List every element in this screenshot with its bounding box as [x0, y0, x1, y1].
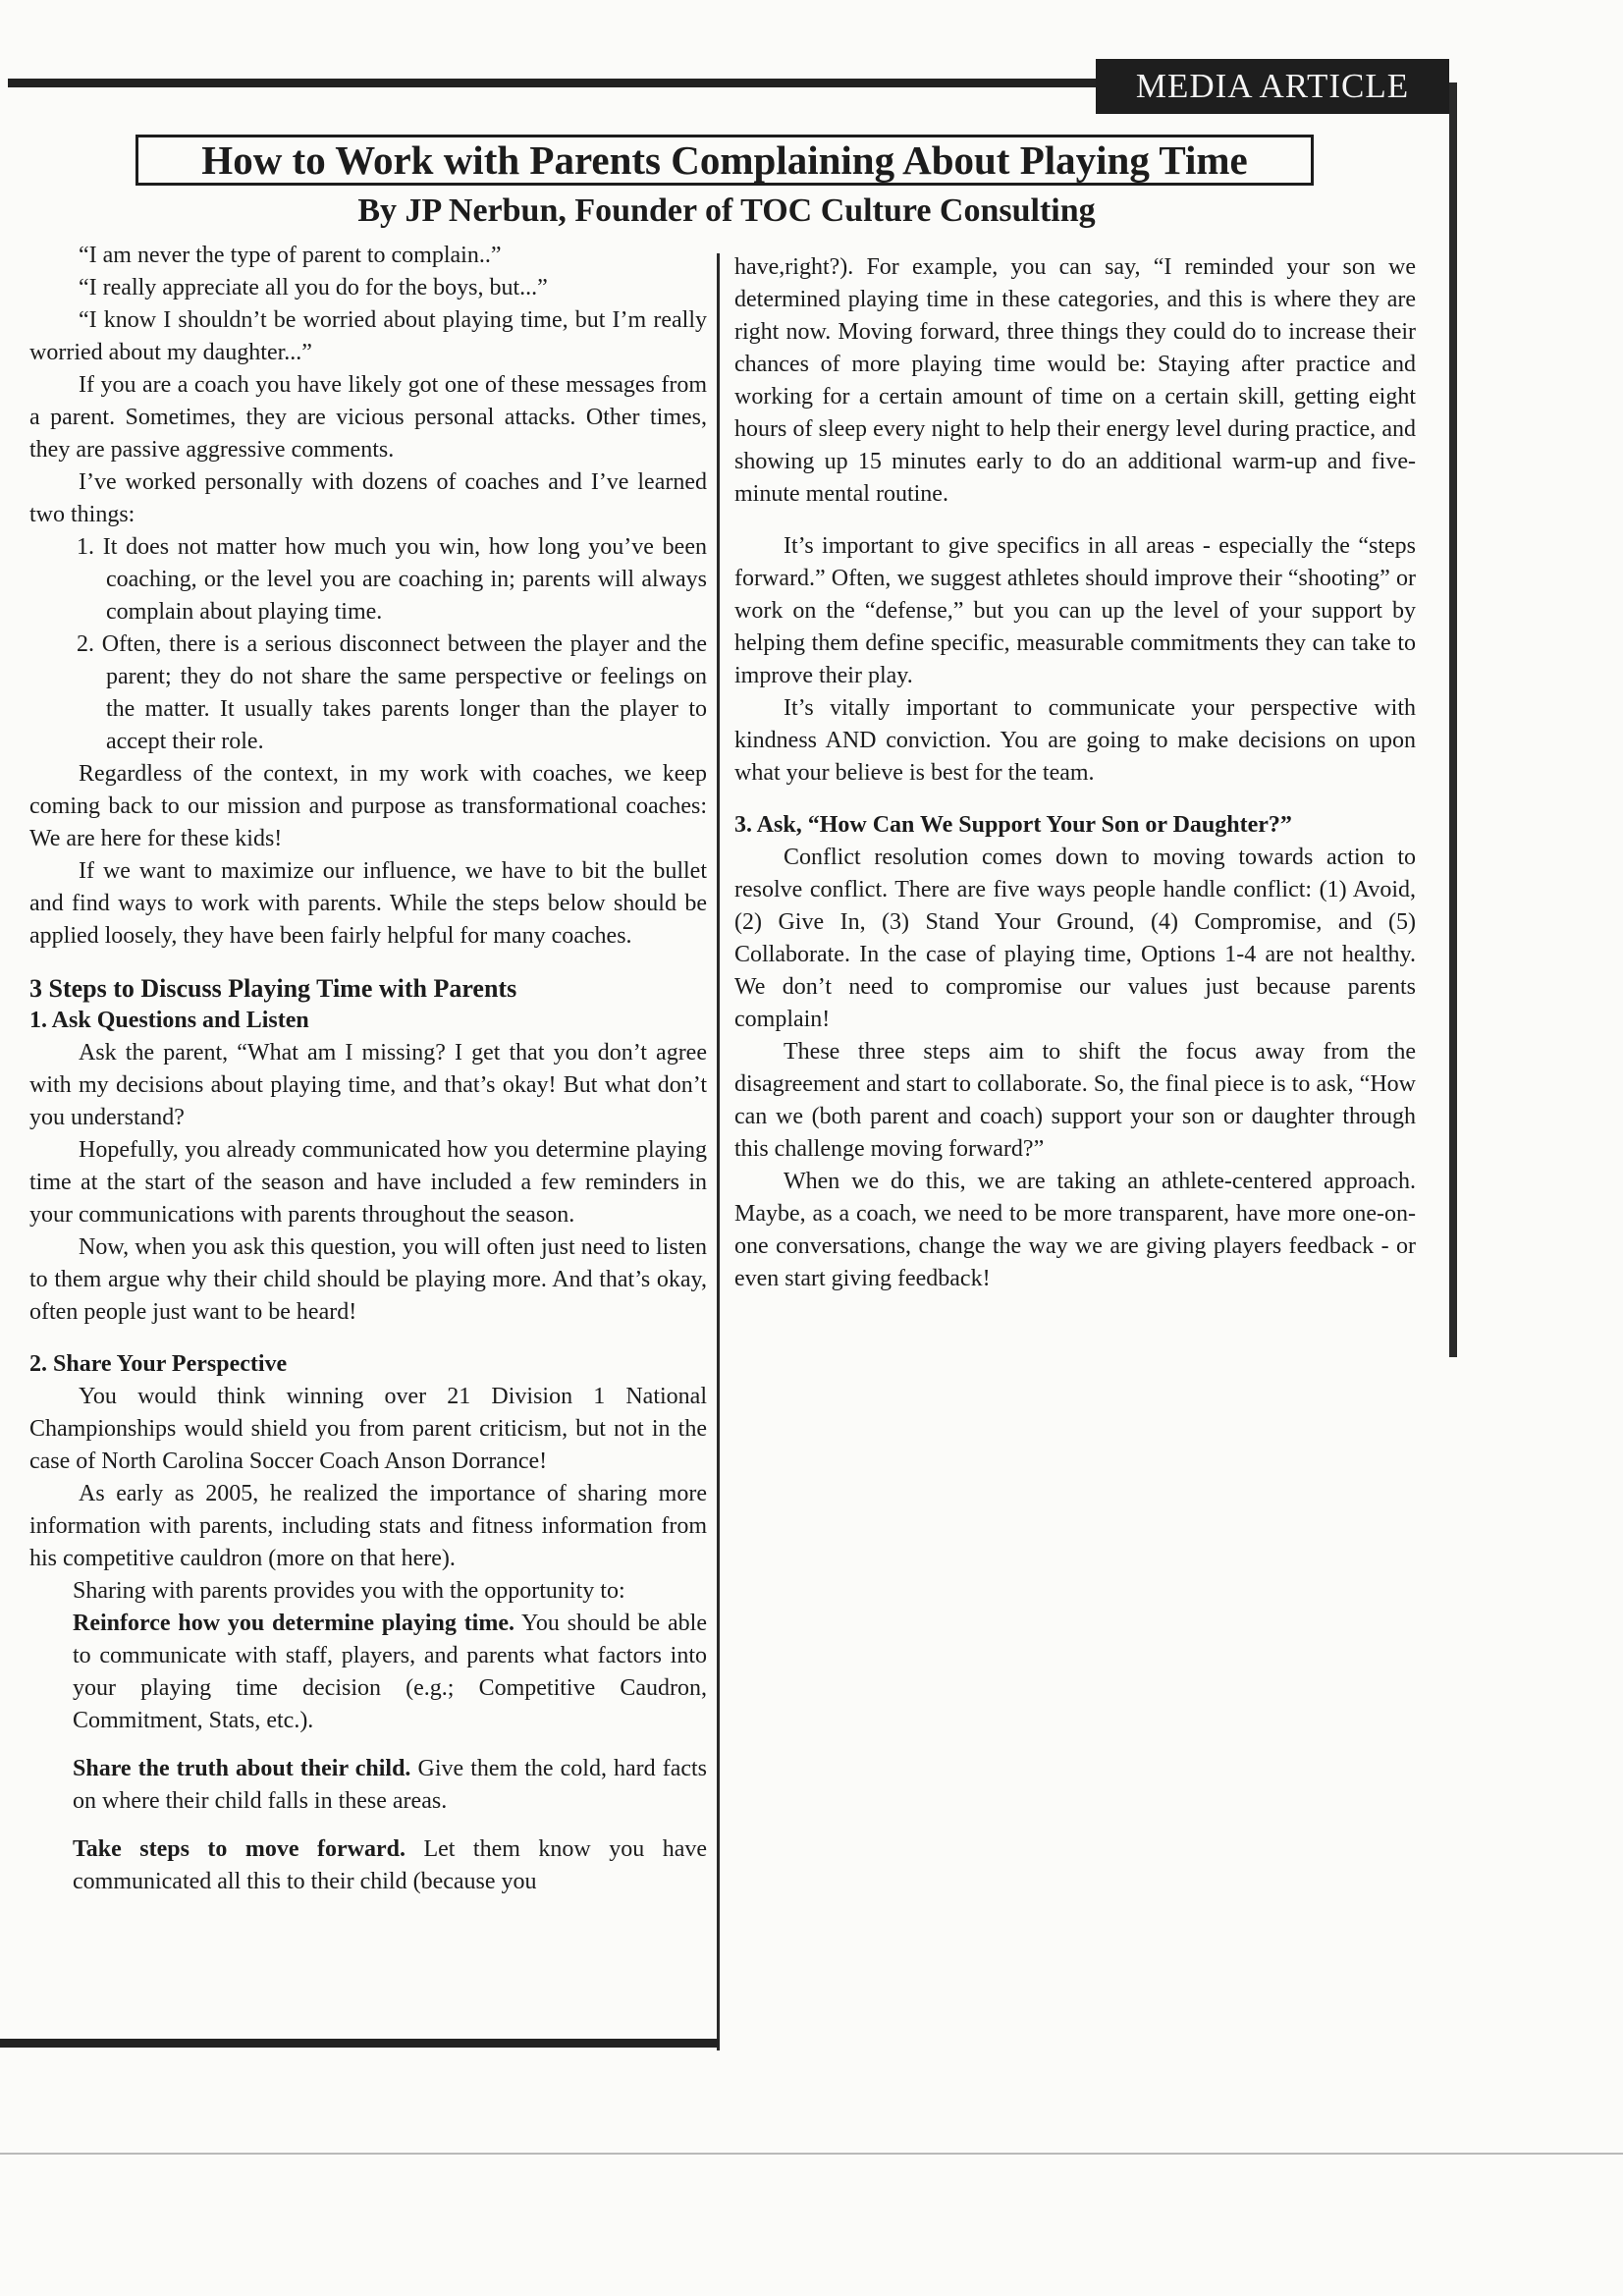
step-heading: 1. Ask Questions and Listen: [29, 1008, 309, 1033]
section-tag: MEDIA ARTICLE: [1096, 59, 1449, 114]
paragraph: It’s vitally important to communicate your perspective with kindness AND conviction. You are going to make decisions on upon what your believe is best for the team.: [734, 695, 1416, 786]
list-item: 1. It does not matter how much you win, how long you’ve been coaching, or the level you are coaching in; parents will always complain about playing time.: [77, 534, 707, 625]
list-item: 2. Often, there is a serious disconnect between the player and the parent; they do not share the same perspective or feelings on the matter. It usually takes parents longer than the player to accept their role.: [77, 631, 707, 754]
section-heading: 3 Steps to Discuss Playing Time with Parents: [29, 974, 517, 1003]
paragraph: “I really appreciate all you do for the boys, but...”: [79, 275, 548, 301]
article-title: How to Work with Parents Complaining About Playing Time: [201, 137, 1248, 183]
bullet-text: You should be able to communicate with staff, players, and parents what factors into your playing time decision (e.g.; Competitive Caudron, Commitment, Stats, etc.).: [73, 1611, 707, 1733]
paragraph: Conflict resolution comes down to moving towards action to resolve conflict. There are five ways people handle conflict: (1) Avoid, (2) Give In, (3) Stand Your Ground, (4) Compromise, and (5) Collaborate. In the case of playing time, Options 1-4 are not healthy. We don’t need to compromise our values just because parents complain!: [734, 845, 1416, 1032]
byline: By JP Nerbun, Founder of TOC Culture Consulting: [357, 192, 1096, 229]
paragraph: “I know I shouldn’t be worried about playing time, but I’m really worried about my daughter...”: [29, 307, 707, 365]
footer-line: [0, 2153, 1623, 2155]
bullet-text: Let them know you have communicated all this to their child (because you: [73, 1836, 707, 1894]
bullet-lead: Share the truth about their child.: [73, 1756, 411, 1781]
top-rule: [8, 79, 1096, 87]
paragraph: When we do this, we are taking an athlete-centered approach. Maybe, as a coach, we need to be more transparent, have more one-on-one conversations, change the way we are giving players feedback - or even start giving feedback!: [734, 1169, 1416, 1291]
bullet-lead: Reinforce how you determine playing time.: [73, 1611, 514, 1636]
bullet-lead: Take steps to move forward.: [73, 1836, 406, 1862]
paragraph: If you are a coach you have likely got one of these messages from a parent. Sometimes, they are vicious personal attacks. Other times, they are passive aggressive comments.: [29, 372, 707, 463]
bullet-text: Give them the cold, hard facts on where their child falls in these areas.: [73, 1756, 708, 1814]
paragraph: As early as 2005, he realized the importance of sharing more information with parents, including stats and fitness information from his competitive cauldron (more on that here).: [29, 1481, 707, 1571]
paragraph: I’ve worked personally with dozens of coaches and I’ve learned two things:: [29, 469, 707, 527]
title-box: [135, 135, 1314, 186]
step-heading: 2. Share Your Perspective: [29, 1351, 288, 1377]
bullet-block: [29, 1608, 707, 1737]
paragraph: “I am never the type of parent to complain..”: [79, 243, 502, 268]
paragraph: Hopefully, you already communicated how you determine playing time at the start of the season and have included a few reminders in your communications with parents throughout the season.: [29, 1137, 707, 1228]
bullet-block: [29, 1833, 707, 1898]
paragraph: Regardless of the context, in my work with coaches, we keep coming back to our mission and purpose as transformational coaches: We are here for these kids!: [29, 761, 707, 851]
left-column: [29, 240, 707, 1898]
right-rule: [1449, 82, 1457, 1357]
paragraph: have,right?). For example, you can say, “I reminded your son we determined playing time in these categories, and this is where they are right now. Moving forward, three things they could do to increase their chances of more playing time would be: Staying after practice and working for a certain amount of time on a certain skill, getting eight hours of sleep every night to help their energy level during practice, and showing up 15 minutes early to do an additional warm-up and five-minute mental routine.: [734, 254, 1416, 507]
paragraph: Now, when you ask this question, you will often just need to listen to them argue why their child should be playing more. And that’s okay, often people just want to be heard!: [29, 1234, 707, 1325]
right-column: [734, 251, 1416, 1295]
paragraph: If we want to maximize our influence, we have to bit the bullet and find ways to work with parents. While the steps below should be applied loosely, they have been fairly helpful for many coaches.: [29, 858, 707, 949]
bullet-block: [29, 1753, 707, 1818]
bottom-rule: [0, 2039, 719, 2048]
column-divider: [717, 253, 720, 2050]
paragraph: You would think winning over 21 Division 1 National Championships would shield you from parent criticism, but not in the case of North Carolina Soccer Coach Anson Dorrance!: [29, 1384, 707, 1474]
paragraph: Ask the parent, “What am I missing? I get that you don’t agree with my decisions about playing time, and that’s okay! But what don’t you understand?: [29, 1040, 707, 1130]
step-heading: 3. Ask, “How Can We Support Your Son or Daughter?”: [734, 812, 1292, 838]
paragraph: Sharing with parents provides you with the opportunity to:: [73, 1578, 625, 1604]
paragraph: It’s important to give specifics in all areas - especially the “steps forward.” Often, we suggest athletes should improve their “shooting” or work on the “defense,” but you can up the level of your support by helping them define specific, measurable commitments they can take to improve their play.: [734, 533, 1416, 688]
paragraph: These three steps aim to shift the focus away from the disagreement and start to collaborate. So, the final piece is to ask, “How can we (both parent and coach) support your son or daughter through this challenge moving forward?”: [734, 1039, 1416, 1162]
